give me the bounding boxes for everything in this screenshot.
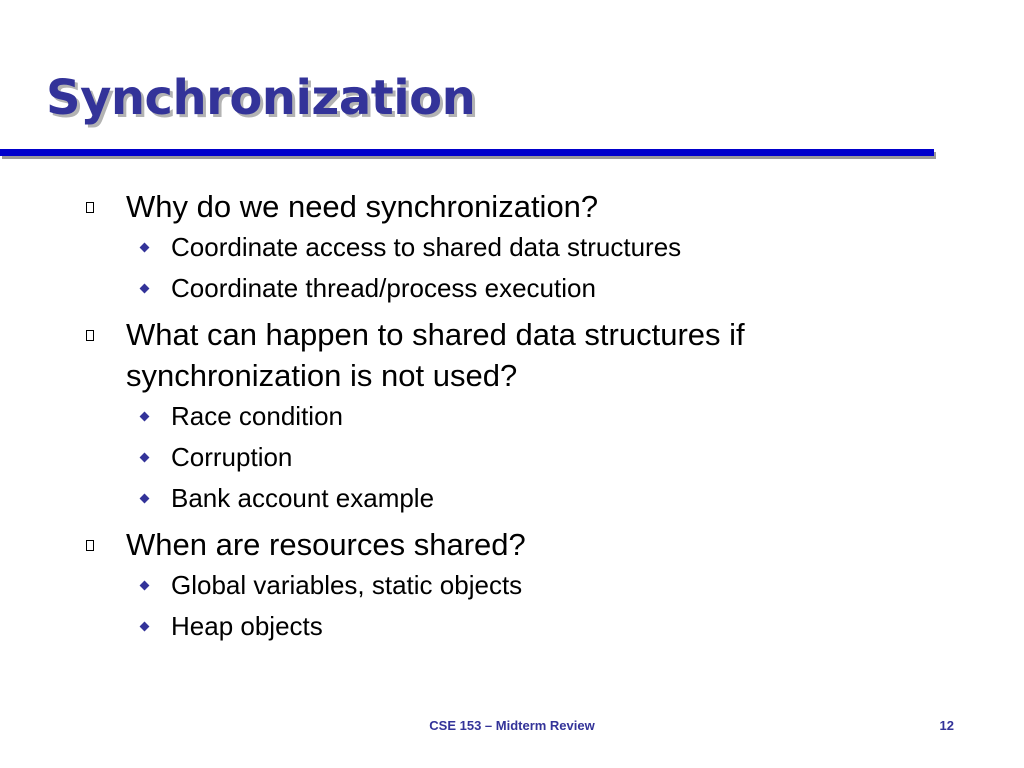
hollow-square-bullet-icon [86,330,94,341]
hollow-square-bullet-icon [86,202,94,213]
page-number: 12 [939,718,954,733]
slide-footer: CSE 153 – Midterm Review [429,718,595,733]
slide-body [0,186,1024,647]
bullet-text: Why do we need synchronization? [126,189,599,224]
sub-bullet-text: Race condition [171,401,343,431]
sub-bullet-text: Heap objects [171,611,323,641]
sub-bullet-item [0,565,1024,606]
sub-bullet-item [0,437,1024,478]
hollow-square-bullet-icon [86,540,94,551]
diamond-bullet-icon [140,622,150,632]
sub-bullet-item [0,606,1024,647]
diamond-bullet-icon [140,494,150,504]
sub-bullet-text: Global variables, static objects [171,570,523,600]
title-underline [0,149,934,156]
bullet-item [0,524,1024,565]
sub-bullet-item [0,227,1024,268]
bullet-text: What can happen to shared data structures if synchronization is not used? [126,317,745,393]
sub-bullet-item [0,268,1024,309]
diamond-bullet-icon [140,412,150,422]
sub-bullet-text: Corruption [171,442,293,472]
slide-title: Synchronization [46,70,476,126]
bullet-item [0,314,1024,396]
bullet-item [0,186,1024,227]
diamond-bullet-icon [140,243,150,253]
bullet-text: When are resources shared? [126,527,526,562]
sub-bullet-text: Bank account example [171,483,435,513]
sub-bullet-text: Coordinate access to shared data structures [171,232,682,262]
sub-bullet-item [0,478,1024,519]
diamond-bullet-icon [140,284,150,294]
sub-bullet-text: Coordinate thread/process execution [171,273,596,303]
diamond-bullet-icon [140,453,150,463]
sub-bullet-item [0,396,1024,437]
diamond-bullet-icon [140,581,150,591]
